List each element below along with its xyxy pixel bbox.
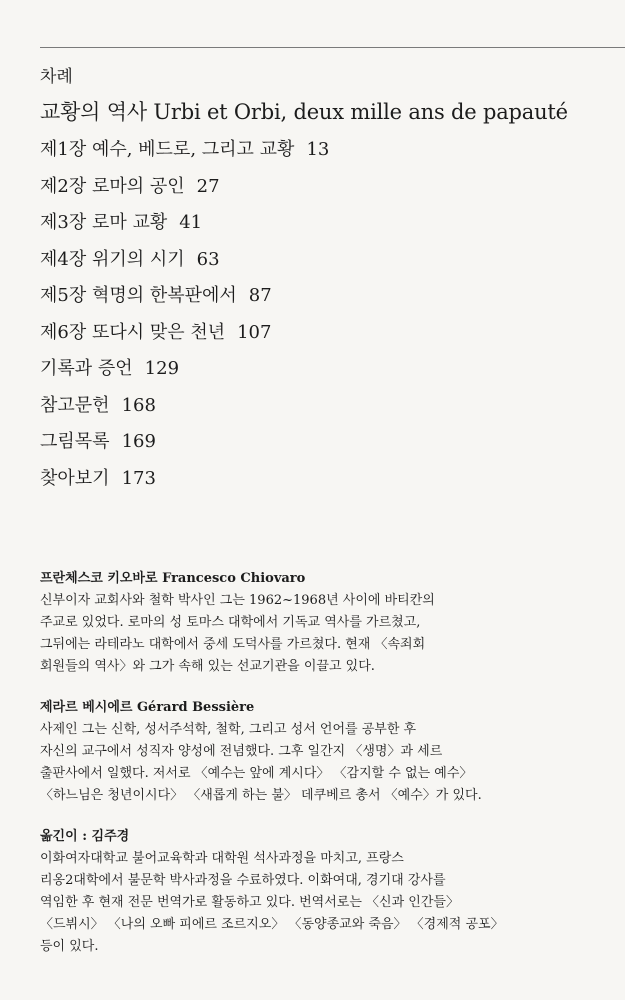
bio-name: 옮긴이 : 김주경 (40, 829, 130, 844)
bio-line: 역임한 후 현재 전문 번역가로 활동하고 있다. 번역서로는 〈신과 인간들〉 (40, 895, 459, 910)
toc-item-label: 제5장 혁명의 한복판에서 (40, 285, 237, 306)
bio-line: 이화여자대학교 불어교육학과 대학원 석사과정을 마치고, 프랑스 (40, 851, 404, 866)
bio-line: 신부이자 교회사와 철학 박사인 그는 1962~1968년 사이에 바티칸의 (40, 593, 435, 608)
toc-item (40, 351, 615, 388)
bio-line: 출판사에서 일했다. 저서로 〈예수는 앞에 계시다〉 〈감지할 수 없는 예수〉 (40, 766, 473, 781)
toc-list (40, 132, 615, 497)
toc-item-page: 41 (179, 212, 203, 233)
table-of-contents (40, 66, 615, 497)
bio-line: 자신의 교구에서 성직자 양성에 전념했다. 그후 일간지 〈생명〉과 세르 (40, 744, 443, 759)
toc-item (40, 242, 615, 279)
toc-item-page: 129 (144, 358, 180, 379)
toc-item (40, 278, 615, 315)
bio-line: 사제인 그는 신학, 성서주석학, 철학, 그리고 성서 언어를 공부한 후 (40, 722, 417, 737)
bio-line: 주교로 있었다. 로마의 성 토마스 대학에서 기독교 역사를 가르쳤고, (40, 615, 421, 630)
toc-item-page: 13 (306, 139, 330, 160)
toc-item (40, 424, 615, 461)
bio-line: 회원들의 역사〉와 그가 속해 있는 선교기관을 이끌고 있다. (40, 659, 375, 674)
toc-item (40, 461, 615, 498)
toc-item-label: 그림목록 (40, 431, 110, 452)
toc-item (40, 315, 615, 352)
toc-item (40, 132, 615, 169)
toc-item-label: 찾아보기 (40, 467, 110, 489)
top-rule (40, 47, 625, 48)
toc-item-page: 63 (196, 248, 220, 270)
toc-item-page: 87 (248, 285, 272, 306)
toc-item-page: 173 (121, 467, 156, 489)
toc-item-page: 107 (237, 321, 272, 343)
toc-item-label: 제6장 또다시 맞은 천년 (40, 321, 226, 343)
bio-line: 〈드뷔시〉 〈나의 오빠 피에르 조르지오〉 〈동양종교와 죽음〉 〈경제적 공포〉 (40, 917, 504, 932)
toc-item-label: 제3장 로마 교황 (40, 212, 168, 233)
author-bio (40, 697, 615, 807)
toc-item-page: 27 (196, 175, 220, 197)
translator-bio (40, 826, 615, 958)
toc-item-label: 제4장 위기의 시기 (40, 248, 185, 270)
bio-line: 그뒤에는 라테라노 대학에서 중세 도덕사를 가르쳤다. 현재 〈속죄회 (40, 637, 426, 652)
toc-item-label: 참고문헌 (40, 394, 110, 416)
toc-item (40, 205, 615, 242)
toc-item-page: 168 (121, 394, 156, 416)
toc-item-label: 제1장 예수, 베드로, 그리고 교황 (40, 139, 295, 160)
bio-name: 제라르 베시에르 Gérard Bessière (40, 700, 255, 715)
toc-item-page: 169 (121, 431, 156, 452)
bio-line: 등이 있다. (40, 939, 99, 954)
toc-item (40, 388, 615, 425)
toc-item-label: 제2장 로마의 공인 (40, 175, 185, 197)
bio-name: 프란체스코 키오바로 Francesco Chiovaro (40, 571, 306, 586)
author-bio (40, 568, 615, 678)
toc-item (40, 169, 615, 206)
bio-line: 리옹2대학에서 불문학 박사과정을 수료하였다. 이화여대, 경기대 강사를 (40, 873, 446, 888)
toc-item-label: 기록과 증언 (40, 358, 133, 379)
book-title: 교황의 역사 Urbi et Orbi, deux mille ans de papauté (40, 100, 568, 124)
contributor-bios (40, 568, 615, 977)
bio-line: 〈하느님은 청년이시다〉 〈새롭게 하는 불〉 데쿠베르 총서 〈예수〉가 있다. (40, 788, 482, 803)
toc-heading: 차례 (40, 67, 73, 87)
